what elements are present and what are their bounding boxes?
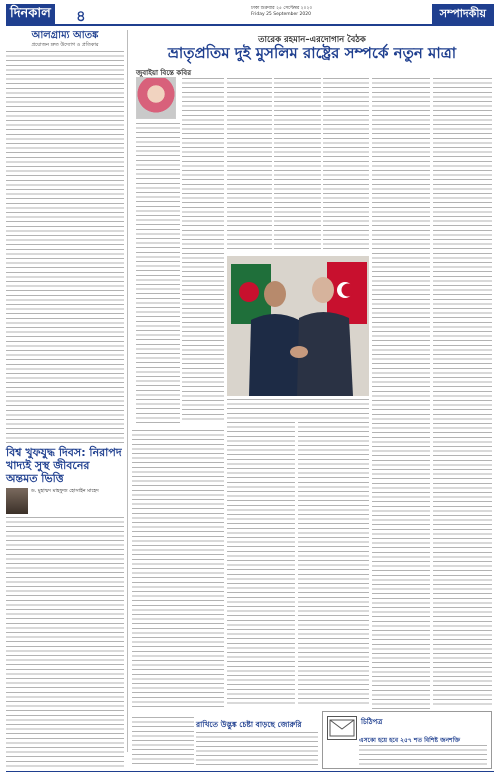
bottom-headline[interactable]: রাখিতে উদ্ভুঙ্ক চেষ্টা বাড়ছে জোরুরি (196, 720, 302, 729)
main-column-8 (227, 422, 295, 707)
letters-body (359, 745, 487, 767)
main-kicker: তারেক রহমান–এরদোগান বৈঠক (258, 35, 366, 45)
masthead (6, 4, 494, 26)
bottom-left-article (132, 717, 194, 767)
main-column-7 (433, 78, 492, 706)
main-column-4 (274, 78, 321, 250)
left-article-byline: ড. মুহাম্মদ মাহফুজ হোসাইন মাহেদ (31, 488, 99, 494)
main-column-3 (227, 78, 272, 250)
main-column-6 (372, 78, 430, 713)
left-article-body (6, 517, 124, 767)
date-english: Friday 25 September 2020 (251, 12, 311, 17)
dateline (251, 6, 312, 18)
left-article-byline-box (6, 488, 124, 514)
handshake-photo (227, 256, 369, 396)
section-title: সম্পাদকীয় (432, 4, 494, 24)
second-article-body (132, 430, 224, 710)
main-column-5 (323, 78, 369, 250)
editorial-body (6, 51, 124, 443)
newspaper-logo[interactable] (6, 4, 55, 24)
newspaper-name: দিনকাল (6, 4, 55, 24)
page-number: ৪ (76, 7, 86, 25)
editorial-subtitle: প্রয়োজন দ্রুত উদ্যোগ ও প্রতিকার (31, 42, 99, 48)
author-photo (136, 77, 176, 119)
editorial-title: আলগ্রাম্য আতঙ্ক (31, 30, 99, 41)
author-photo (6, 488, 28, 514)
main-column-1 (136, 123, 180, 423)
main-author: জুবাইয়া বিন্তে কবির (136, 69, 192, 77)
main-photo (227, 256, 369, 396)
main-headline[interactable]: ভ্রাতৃপ্রতিম দুই মুসলিম রাষ্ট্রের সম্পর্কে নতুন মাত্রা (167, 44, 457, 62)
left-column (6, 30, 128, 752)
footer-rule (6, 771, 494, 772)
photo-caption (227, 399, 369, 419)
letters-headline: এসকো হয়ে হবে ২৫৭ শত বিশিষ্ট জনশক্তি (359, 737, 461, 744)
bottom-article-body (196, 732, 318, 767)
left-article-title: বিশ্ব খুফযুদ্ধ দিবস: নিরাপদ খাদ্যই সুস্থ জীবনের অন্তমত ভিত্তি (6, 446, 122, 485)
letters-box (322, 711, 492, 769)
main-column-9 (298, 422, 369, 707)
main-column-2 (182, 78, 224, 423)
letters-label: চিঠিপত্র (361, 718, 383, 726)
date-bangla: ঢাকা শুক্রবার ২৫ সেপ্টেম্বর ২০২০ (251, 6, 313, 11)
envelope-icon (327, 716, 357, 740)
